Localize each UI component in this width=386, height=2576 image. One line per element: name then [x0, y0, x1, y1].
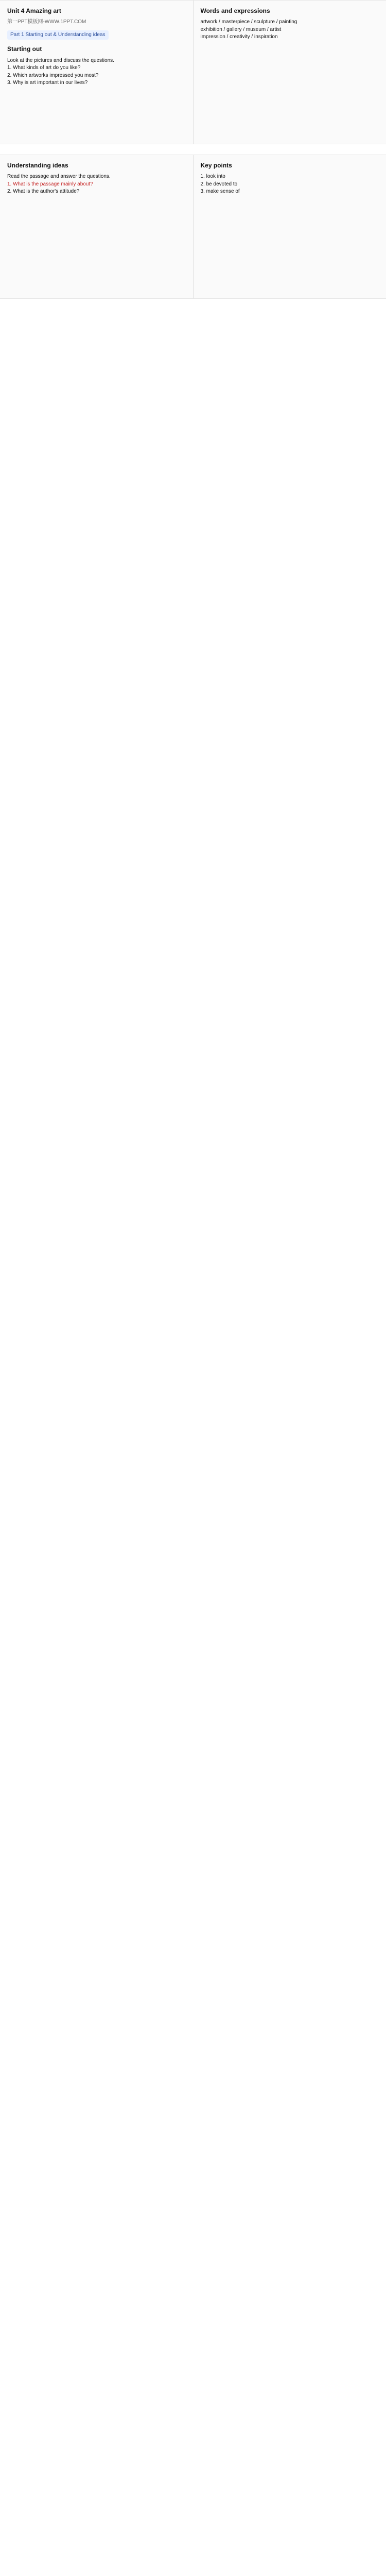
section-2-left-title: Understanding ideas	[7, 162, 68, 169]
section-2-right-line-3: 3. make sense of	[200, 189, 240, 195]
section-1-left-title: Starting out	[7, 45, 42, 53]
slide-2-left	[0, 155, 193, 298]
section-1-left-line-4: 3. Why is art important in our lives?	[7, 80, 88, 86]
section-1-right-line-3: impression / creativity / inspiration	[200, 34, 278, 40]
section-2-right-title: Key points	[200, 162, 232, 169]
slide-1	[0, 0, 386, 144]
section-1-left-line-1: Look at the pictures and discuss the questions.	[7, 57, 114, 63]
section-1-right-line-1: artwork / masterpiece / sculpture / painting	[200, 19, 297, 25]
section-1-right-title: Words and expressions	[200, 7, 270, 14]
section-2-left-line-3: 2. What is the author's attitude?	[7, 189, 80, 195]
slide-2-right	[193, 155, 386, 298]
section-1-left-line-3: 2. Which artworks impressed you most?	[7, 72, 99, 78]
slide-1-left	[0, 1, 193, 144]
section-2-right-line-1: 1. look into	[200, 174, 225, 180]
section-2-left-line-2: 1. What is the passage mainly about?	[7, 181, 93, 187]
section-2-left-line-1: Read the passage and answer the questions.	[7, 174, 111, 180]
part-title: Part 1 Starting out & Understanding ideas	[7, 30, 109, 40]
section-1-right-line-2: exhibition / gallery / museum / artist	[200, 26, 282, 32]
slide-1-right	[193, 1, 386, 144]
section-2-right-line-2: 2. be devoted to	[200, 181, 238, 187]
unit-title: Unit 4 Amazing art	[7, 7, 61, 14]
section-1-left-line-2: 1. What kinds of art do you like?	[7, 65, 81, 71]
header-note: 第一PPT模板网-WWW.1PPT.COM	[7, 19, 86, 25]
slide-2	[0, 155, 386, 299]
